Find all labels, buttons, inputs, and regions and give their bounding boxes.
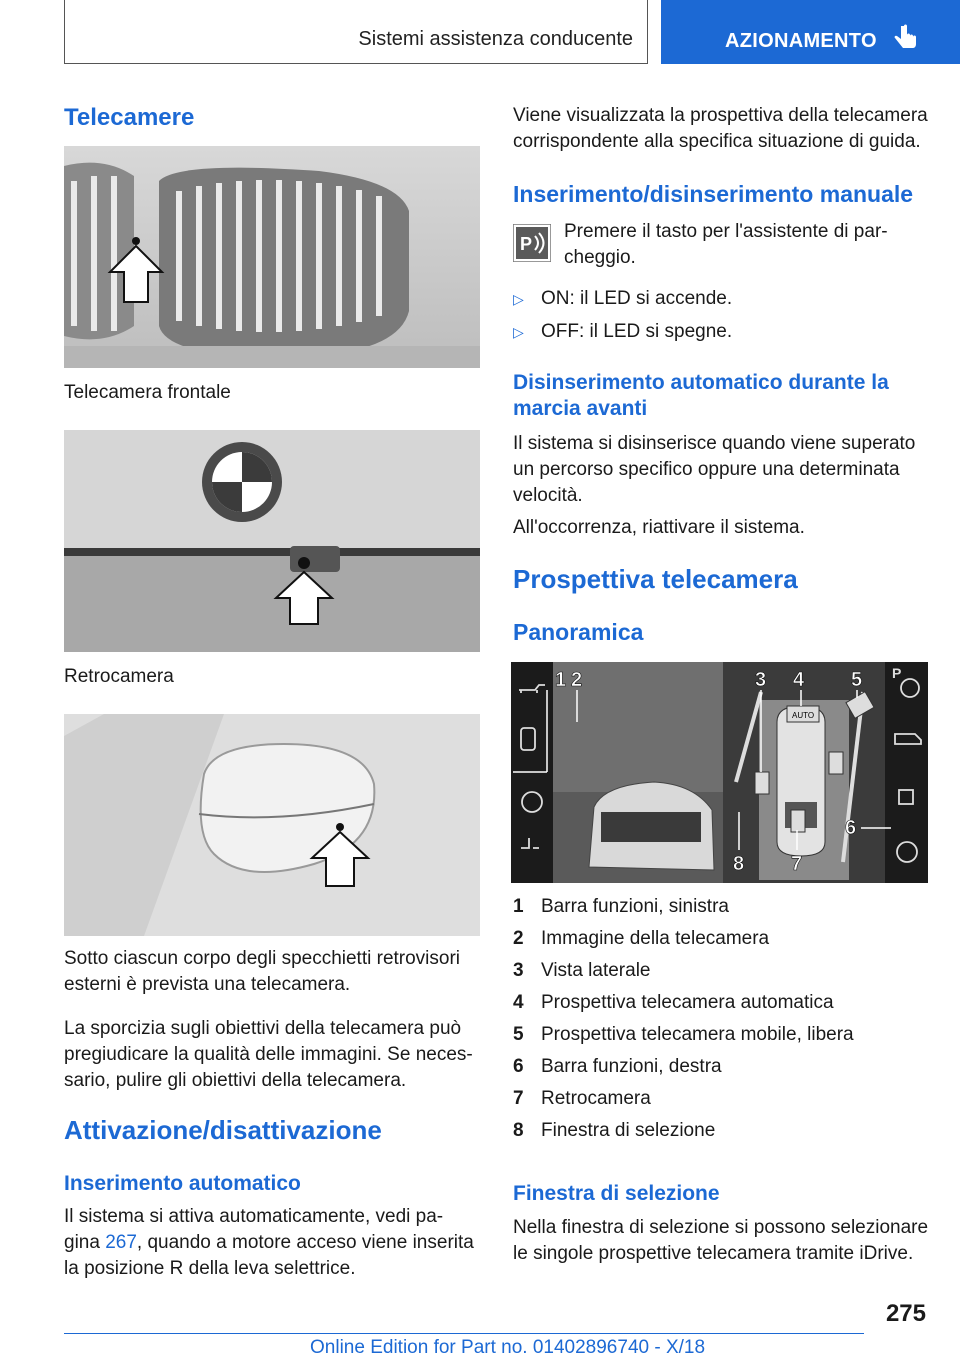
rear-camera-photo [64, 430, 480, 652]
page-link-267[interactable]: 267 [105, 1232, 137, 1253]
svg-text:7: 7 [791, 853, 803, 875]
legend-item: 8 Finestra di selezione [513, 1120, 716, 1141]
footer-divider [64, 1333, 864, 1334]
auto-activation-title: Inserimento automatico [64, 1172, 301, 1195]
svg-text:P: P [520, 234, 533, 254]
svg-text:1: 1 [555, 669, 567, 691]
manual-title: Inserimento/disinserimento manuale [513, 181, 914, 207]
camera-view-screen [511, 662, 928, 883]
lens-dirt-text: La sporcizia sugli obiettivi della telecamera può pregiudicare la qualità delle immagini. Se neces-sario, pulire gli obiettivi della telecamera. [64, 1018, 473, 1091]
header-chapter-tab[interactable] [661, 0, 960, 64]
legend-item: 3 Vista laterale [513, 960, 651, 981]
auto-off-text: Il sistema si disinserisce quando viene superato un percorso specifico oppure una determinata velocità. [513, 433, 916, 506]
edition-note: Online Edition for Part no. 01402896740 - X/18 [310, 1337, 706, 1358]
overview-title: Panoramica [513, 619, 644, 645]
legend-item: 4 Prospettiva telecamera automatica [513, 992, 834, 1013]
activation-title: Attivazione/disattivazione [64, 1115, 382, 1145]
cameras-title: Telecamere [64, 104, 195, 131]
front-camera-photo [64, 146, 480, 368]
svg-text:6: 6 [845, 817, 857, 839]
header-section-title: Sistemi assistenza conducente [358, 28, 633, 50]
legend-item: 1 Barra funzioni, sinistra [513, 896, 729, 917]
selection-window-text: Nella finestra di selezione si possono selezionare le singole prospettive telecamera tramite iDrive. [513, 1217, 929, 1264]
legend-item: 2 Immagine della telecamera [513, 928, 770, 949]
auto-off-title: Disinserimento automatico durante la marcia avanti [513, 371, 889, 420]
reactivate-text: All'occorrenza, riattivare il sistema. [513, 517, 805, 538]
svg-text:8: 8 [733, 853, 745, 875]
header-chapter-title: AZIONAMENTO [725, 30, 877, 52]
svg-text:5: 5 [851, 669, 863, 691]
mirror-camera-photo [64, 714, 480, 936]
front-camera-caption: Telecamera frontale [64, 382, 231, 403]
svg-text:2: 2 [571, 669, 583, 691]
pointing-hand-icon [893, 24, 919, 52]
legend-item: 5 Prospettiva telecamera mobile, libera [513, 1024, 854, 1045]
page-number: 275 [885, 1300, 926, 1327]
legend-item: 6 Barra funzioni, destra [513, 1056, 722, 1077]
perspective-title: Prospettiva telecamera [513, 564, 798, 594]
legend-item: 7 Retrocamera [513, 1088, 651, 1109]
svg-text:4: 4 [793, 669, 805, 691]
mirror-camera-text: Sotto ciascun corpo degli specchietti retrovisori esterni è prevista una telecamera. [64, 948, 461, 995]
selection-window-title: Finestra di selezione [513, 1182, 720, 1205]
rear-camera-caption: Retrocamera [64, 666, 174, 687]
parking-assist-button-icon [513, 224, 551, 262]
svg-text:AUTO: AUTO [792, 711, 815, 720]
svg-text:3: 3 [755, 669, 767, 691]
manual-text: Premere il tasto per l'assistente di par-cheggio. [564, 221, 888, 268]
intro-text: Viene visualizzata la prospettiva della telecamera corrispondente alla specifica situazione di guida. [513, 105, 928, 152]
header-section-box [64, 0, 648, 64]
svg-text:P: P [892, 665, 902, 681]
auto-activation-text: Il sistema si attiva automaticamente, vedi pa-gina 267, quando a motore acceso viene inserita la posizione R della leva selettrice. [64, 1206, 474, 1279]
